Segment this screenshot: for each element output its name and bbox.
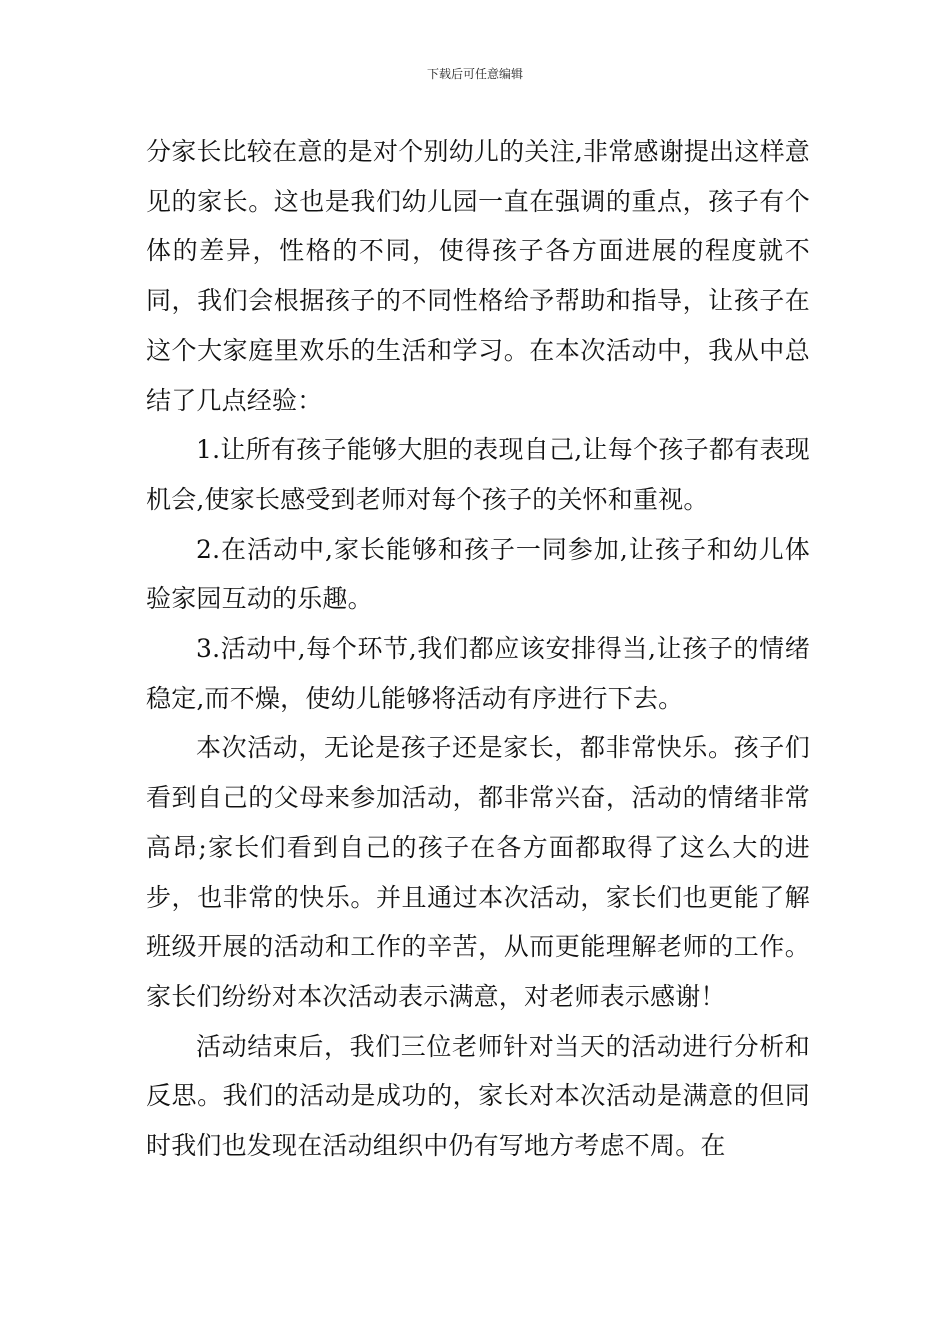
paragraph-summary: 本次活动，无论是孩子还是家长，都非常快乐。孩子们看到自己的父母来参加活动，都非常兴奋，活动的情绪非常高昂;家长们看到自己的孩子在各方面都取得了这么大的进步，也非常的快乐。并且通过本次活动，家长们也更能了解班级开展的活动和工作的辛苦，从而更能理解老师的工作。家长们纷纷对本次活动表示满意，对老师表示感谢！ [146,733,810,1011]
document-body [146,127,810,1171]
page-header: 下载后可任意编辑 [426,67,523,81]
list-item-3: 3.活动中,每个环节,我们都应该安排得当,让孩子的情绪稳定,而不燥，使幼儿能够将活动有序进行下去。 [146,634,810,713]
paragraph-reflection: 活动结束后，我们三位老师针对当天的活动进行分析和反思。我们的活动是成功的，家长对本次活动是满意的但同时我们也发现在活动组织中仍有写地方考虑不周。在 [146,1031,810,1161]
list-item-2: 2.在活动中,家长能够和孩子一同参加,让孩子和幼儿体验家园互动的乐趣。 [146,534,810,614]
list-item-1: 1.让所有孩子能够大胆的表现自己,让每个孩子都有表现机会,使家长感受到老师对每个孩子的关怀和重视。 [146,435,810,514]
paragraph-continued: 分家长比较在意的是对个别幼儿的关注,非常感谢提出这样意见的家长。这也是我们幼儿园一直在强调的重点，孩子有个体的差异，性格的不同，使得孩子各方面进展的程度就不同，我们会根据孩子的不同性格给予帮助和指导，让孩子在这个大家庭里欢乐的生活和学习。在本次活动中，我从中总结了几点经验： [146,137,810,415]
